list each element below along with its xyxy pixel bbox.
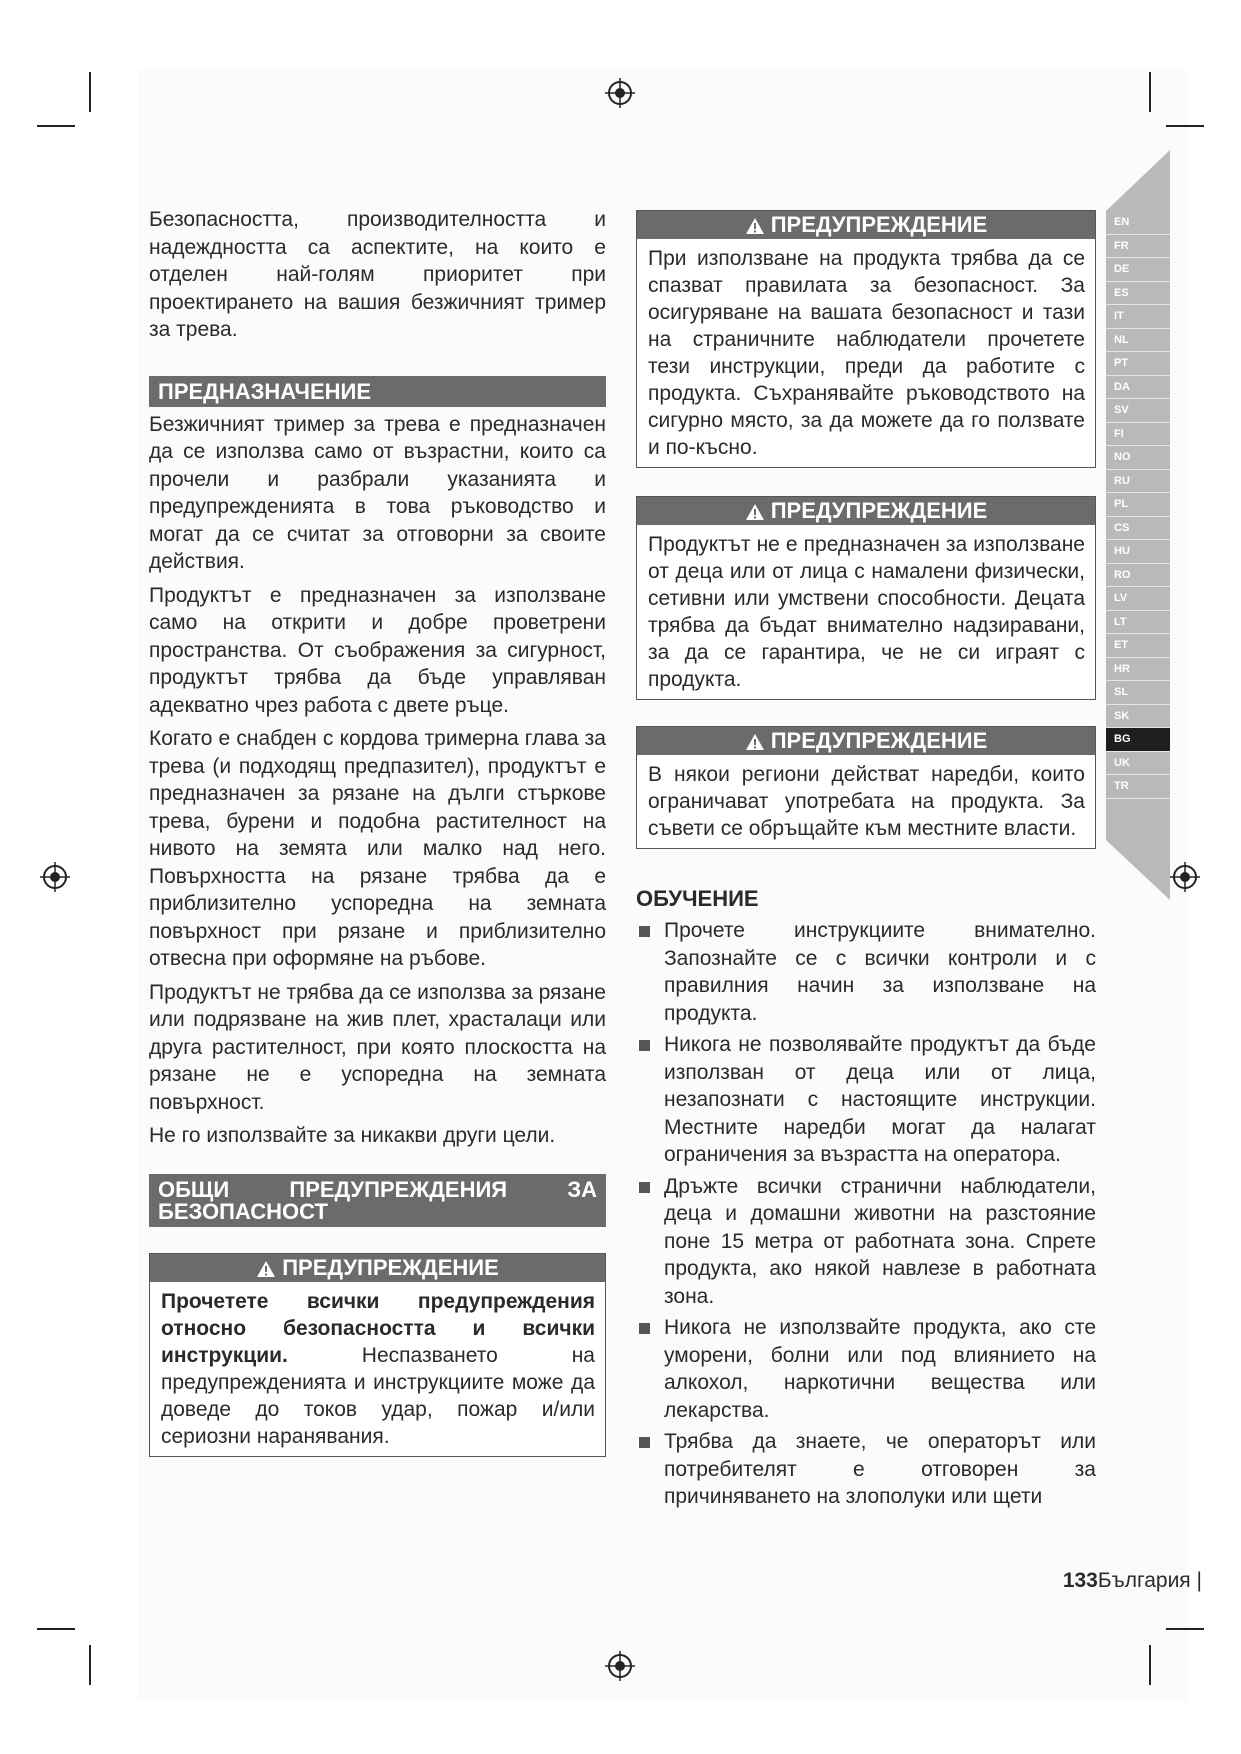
warning-box [636, 726, 1096, 849]
footer-language: България [1097, 1569, 1191, 1592]
bullet-square-icon [639, 1323, 650, 1334]
page-number: 133 [1062, 1569, 1098, 1592]
footer-separator: | [1196, 1569, 1202, 1592]
language-tab-hr[interactable]: HR [1106, 658, 1170, 682]
language-tab-et[interactable]: ET [1106, 634, 1170, 658]
purpose-paragraph: Не го използвайте за никакви други цели. [149, 1124, 556, 1147]
crop-mark [89, 72, 91, 112]
language-tab-pt[interactable]: PT [1106, 352, 1170, 376]
language-tab-tr[interactable]: TR [1106, 775, 1170, 799]
bullet-square-icon [639, 1182, 650, 1193]
warning-text: Неспазването на предупрежденията и инструкциите може да доведе до токов удар, пожар и/или сериозни наранявания. [161, 1343, 595, 1448]
bullet-square-icon [639, 926, 650, 937]
warning-label: ПРЕДУПРЕЖДЕНИЕ [282, 1254, 499, 1280]
training-heading: ОБУЧЕНИЕ [636, 886, 759, 911]
list-item: Никога не позволявайте продуктът да бъде използван от деца или от лица, незапознати с настоящите инструкции. Местните наредби могат да налагат ограничения за възрастта на оператора. [636, 1031, 1096, 1169]
crop-mark [1149, 1645, 1151, 1685]
language-tab-sk[interactable]: SK [1106, 705, 1170, 729]
list-item: Прочете инструкциите внимателно. Запознайте се с всички контроли и с правилния начин за използване на продукта. [636, 917, 1096, 1027]
registration-mark-icon [605, 78, 635, 108]
warning-body [150, 1282, 605, 1456]
language-tab-lv[interactable]: LV [1106, 587, 1170, 611]
crop-mark [1166, 1628, 1204, 1630]
intro-paragraph: Безопасността, производителността и надеждността са аспектите, на които е отделен най-голям приоритет при проектирането на вашия безжичният тример за трева. [149, 208, 606, 341]
warning-label: ПРЕДУПРЕЖДЕНИЕ [770, 728, 988, 753]
crop-mark [1166, 125, 1204, 127]
language-tab-pl[interactable]: PL [1106, 493, 1170, 517]
registration-mark-icon [605, 1651, 635, 1681]
crop-mark [89, 1645, 91, 1685]
language-tab-fi[interactable]: FI [1106, 423, 1170, 447]
warning-triangle-icon [256, 1260, 276, 1278]
list-item: Никога не използвайте продукта, ако сте уморени, болни или под влиянието на алкохол, наркотични вещества или лекарства. [636, 1314, 1096, 1424]
general-warning-box [149, 1253, 606, 1457]
language-tab-ro[interactable]: RO [1106, 564, 1170, 588]
warning-body: Продуктът не е предназначен за използване от деца или от лица с намалени физически, сетивни или умствени способности. Децата трябва да бъдат внимателно надзиравани, за да се гарантира, че не си играят с продукта. [648, 533, 1085, 691]
page-footer [1063, 1568, 1202, 1594]
purpose-heading: ПРЕДНАЗНАЧЕНИЕ [149, 376, 606, 407]
list-item: Трябва да знаете, че операторът или потребителят е отговорен за причиняването на злополуки или щети [636, 1428, 1096, 1511]
general-warnings-heading: ОБЩИ ПРЕДУПРЕЖДЕНИЯ ЗА БЕЗОПАСНОСТ [149, 1174, 606, 1227]
warning-bold-text: Прочетете всички предупреждения относно безопасността и всички инструкции. [161, 1289, 595, 1367]
warning-label: ПРЕДУПРЕЖДЕНИЕ [770, 212, 988, 237]
purpose-paragraph: Продуктът е предназначен за използване само на открити и добре проветрени пространства. От съображения за сигурност, продуктът трябва да бъде управляван адекватно чрез работа с двете ръце. [149, 583, 606, 717]
warning-header [637, 211, 1095, 239]
language-tabs [1106, 150, 1170, 900]
warning-body: При използване на продукта трябва да се спазват правилата за безопасност. За осигуряване на вашата безопасност и тази на страничните наблюдатели прочетете тези инструкции, преди да работите с продукта. Съхранявайте ръководството на сигурно място, за да можете да го ползвате и по-късно. [648, 247, 1085, 459]
language-tab-nl[interactable]: NL [1106, 329, 1170, 353]
warning-box [636, 210, 1096, 468]
language-tab-it[interactable]: IT [1106, 305, 1170, 329]
language-tab-cs[interactable]: CS [1106, 517, 1170, 541]
language-tab-uk[interactable]: UK [1106, 752, 1170, 776]
language-tab-sl[interactable]: SL [1106, 681, 1170, 705]
purpose-paragraph: Когато е снабден с кордова тримерна глава за трева (и подходящ предпазител), продуктът е предназначен за рязане на дълги стъркове трева, бурени и подобна растителност на нивото на земята или малко над него. Повърхността на рязане трябва да е приблизително успоредна на земната повърхност при рязане и приблизително отвесна при оформяне на ръбове. [149, 727, 606, 970]
language-tab-sv[interactable]: SV [1106, 399, 1170, 423]
warning-header [150, 1254, 605, 1282]
warning-header [637, 497, 1095, 525]
language-tab-da[interactable]: DA [1106, 376, 1170, 400]
registration-mark-icon [40, 862, 70, 892]
training-list [636, 917, 1096, 1511]
warning-triangle-icon [745, 503, 765, 521]
language-tab-en[interactable]: EN [1106, 211, 1170, 235]
bullet-square-icon [639, 1040, 650, 1051]
language-tab-lt[interactable]: LT [1106, 611, 1170, 635]
registration-mark-icon [1170, 862, 1200, 892]
language-tab-ru[interactable]: RU [1106, 470, 1170, 494]
language-tab-es[interactable]: ES [1106, 282, 1170, 306]
purpose-paragraph: Продуктът не трябва да се използва за рязане или подрязване на жив плет, храсталаци или друга растителност, при която плоскостта на рязане не е успоредна на земната повърхност. [149, 980, 606, 1114]
left-column [149, 206, 606, 1457]
warning-header [637, 727, 1095, 755]
language-tab-no[interactable]: NO [1106, 446, 1170, 470]
crop-mark [37, 125, 75, 127]
right-column [636, 210, 1096, 1515]
warning-label: ПРЕДУПРЕЖДЕНИЕ [770, 498, 988, 523]
language-tab-bg[interactable]: BG [1106, 728, 1170, 752]
crop-mark [37, 1628, 75, 1630]
warning-triangle-icon [745, 733, 765, 751]
bullet-square-icon [639, 1437, 650, 1448]
crop-mark [1149, 72, 1151, 112]
warning-triangle-icon [745, 217, 765, 235]
warning-body: В някои региони действат наредби, които ограничават употребата на продукта. За съвети се обръщайте към местните власти. [648, 763, 1085, 840]
language-tab-hu[interactable]: HU [1106, 540, 1170, 564]
list-item: Дръжте всички странични наблюдатели, деца и домашни животни на разстояние поне 15 метра от работната зона. Спрете продукта, ако някой навлезе в работната зона. [636, 1173, 1096, 1311]
language-tab-fr[interactable]: FR [1106, 235, 1170, 259]
language-list [1106, 211, 1170, 799]
warning-box [636, 496, 1096, 700]
language-tab-de[interactable]: DE [1106, 258, 1170, 282]
purpose-paragraph: Безжичният тример за трева е предназначен да се използва само от възрастни, които са прочели и разбрали указанията и предупрежденията в това ръководство и могат да се считат за отговорни за своите действия. [149, 412, 606, 573]
